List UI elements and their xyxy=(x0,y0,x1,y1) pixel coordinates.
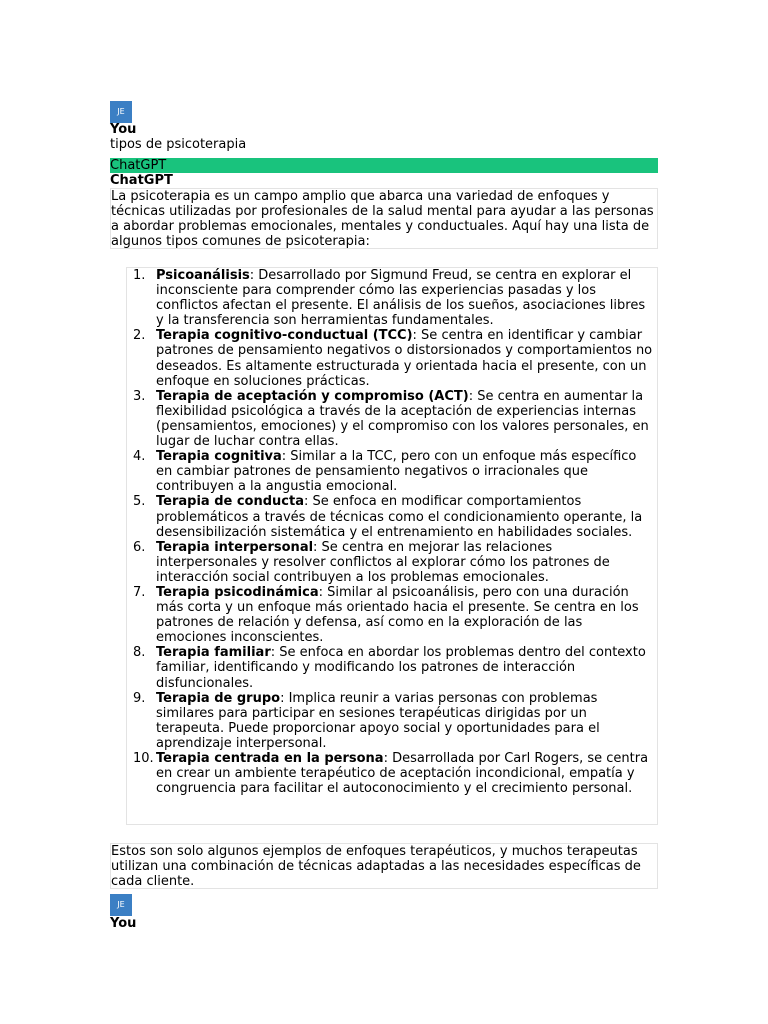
list-item-title: Terapia familiar xyxy=(156,645,271,661)
list-item-text: : Se enfoca en abordar los problemas dentro del contexto familiar, identificando y modificando los patrones de interacción disfuncionales. xyxy=(156,645,646,691)
list-item-text: : Similar a la TCC, pero con un enfoque más específico en cambiar patrones de pensamiento negativos o irracionales que contribuyen a la angustia emocional. xyxy=(156,449,637,495)
list-item-text: : Similar al psicoanálisis, pero con una duración más corta y un enfoque más orientado hacia el presente. Se centra en los patrones de relación y defensa, así como en la exploración de las emociones inconscientes. xyxy=(156,584,639,646)
list-item xyxy=(127,691,657,751)
list-item-number: 5. xyxy=(133,494,146,510)
list-item-title: Terapia cognitiva xyxy=(156,449,282,465)
list-item-text: : Implica reunir a varias personas con problemas similares para participar en sesiones terapéuticas dirigidas por un terapeuta. Puede proporcionar apoyo social y oportunidades para el aprendizaje interpersonal. xyxy=(156,690,600,751)
assistant-intro-paragraph: La psicoterapia es un campo amplio que abarca una variedad de enfoques y técnicas utilizadas por profesionales de la salud mental para ayudar a las personas a abordar problemas emocionales, mentales y conductuales. Aquí hay una lista de algunos tipos comunes de psicoterapia: xyxy=(110,188,658,249)
list-item-title: Terapia cognitivo-conductual (TCC) xyxy=(156,328,413,344)
list-item xyxy=(127,328,657,388)
list-item-number: 8. xyxy=(133,645,146,661)
list-item-title: Terapia de conducta xyxy=(156,494,304,510)
next-user-avatar: JE xyxy=(110,894,132,916)
list-item-text: : Se enfoca en modificar comportamientos problemáticos a través de técnicas como el condicionamiento operante, la desensibilización sistemática y el entrenamiento en habilidades sociales. xyxy=(156,494,643,540)
list-item-number: 9. xyxy=(133,690,146,706)
list-item-title: Terapia de grupo xyxy=(156,690,281,706)
list-item-text: : Se centra en aumentar la flexibilidad psicológica a través de la aceptación de experiencias internas (pensamientos, emociones) y el compromiso con los valores personales, en lugar de luchar contra ellas. xyxy=(156,388,649,450)
list-item-text: : Se centra en mejorar las relaciones interpersonales y resolver conflictos al explorar cómo los patrones de interacción social contribuyen a los problemas emocionales. xyxy=(156,539,610,585)
list-item xyxy=(127,389,657,449)
list-item xyxy=(127,494,657,539)
user-message: tipos de psicoterapia xyxy=(110,137,247,152)
list-item-title: Terapia de aceptación y compromiso (ACT) xyxy=(156,388,469,404)
list-item xyxy=(127,449,657,494)
list-item-number: 2. xyxy=(133,328,146,344)
list-item-text: : Desarrollado por Sigmund Freud, se centra en explorar el inconsciente para comprender cómo las experiencias pasadas y los conflictos afectan el presente. El análisis de los sueños, asociaciones libres y la transferencia son herramientas fundamentales. xyxy=(156,268,646,329)
list-item xyxy=(127,585,657,645)
therapy-types-list xyxy=(127,268,657,796)
list-item-title: Terapia centrada en la persona xyxy=(156,751,384,766)
list-item-number: 4. xyxy=(133,449,146,465)
next-user-name: You xyxy=(110,916,137,931)
list-item-number: 3. xyxy=(133,388,146,404)
list-item-title: Terapia psicodinámica xyxy=(156,584,319,600)
list-item-text: : Desarrollada por Carl Rogers, se centra en crear un ambiente terapéutico de aceptación incondicional, empatía y congruencia para facilitar el autoconocimiento y el crecimiento personal. xyxy=(156,751,649,797)
list-item-number: 1. xyxy=(133,268,146,283)
assistant-header-bar: ChatGPT xyxy=(110,158,658,173)
assistant-outro-paragraph: Estos son solo algunos ejemplos de enfoques terapéuticos, y muchos terapeutas utilizan una combinación de técnicas adaptadas a las necesidades específicas de cada cliente. xyxy=(110,843,658,889)
list-item-number: 6. xyxy=(133,539,146,555)
list-item xyxy=(127,540,657,585)
list-item-number: 7. xyxy=(133,584,146,600)
assistant-name: ChatGPT xyxy=(110,173,173,188)
user-avatar: JE xyxy=(110,101,132,123)
list-item-title: Terapia interpersonal xyxy=(156,539,314,555)
list-item xyxy=(127,645,657,690)
list-item-title: Psicoanálisis xyxy=(156,268,250,283)
therapy-types-list-box xyxy=(126,267,658,825)
list-item-text: : Se centra en identificar y cambiar patrones de pensamiento negativos o distorsionados y comportamientos no deseados. Es altamente estructurada y orientada hacia el presente, con un enfoque en soluciones prácticas. xyxy=(156,328,653,389)
list-item xyxy=(127,268,657,328)
list-item-number: 10. xyxy=(133,751,154,766)
user-name: You xyxy=(110,122,137,137)
list-item xyxy=(127,751,657,796)
